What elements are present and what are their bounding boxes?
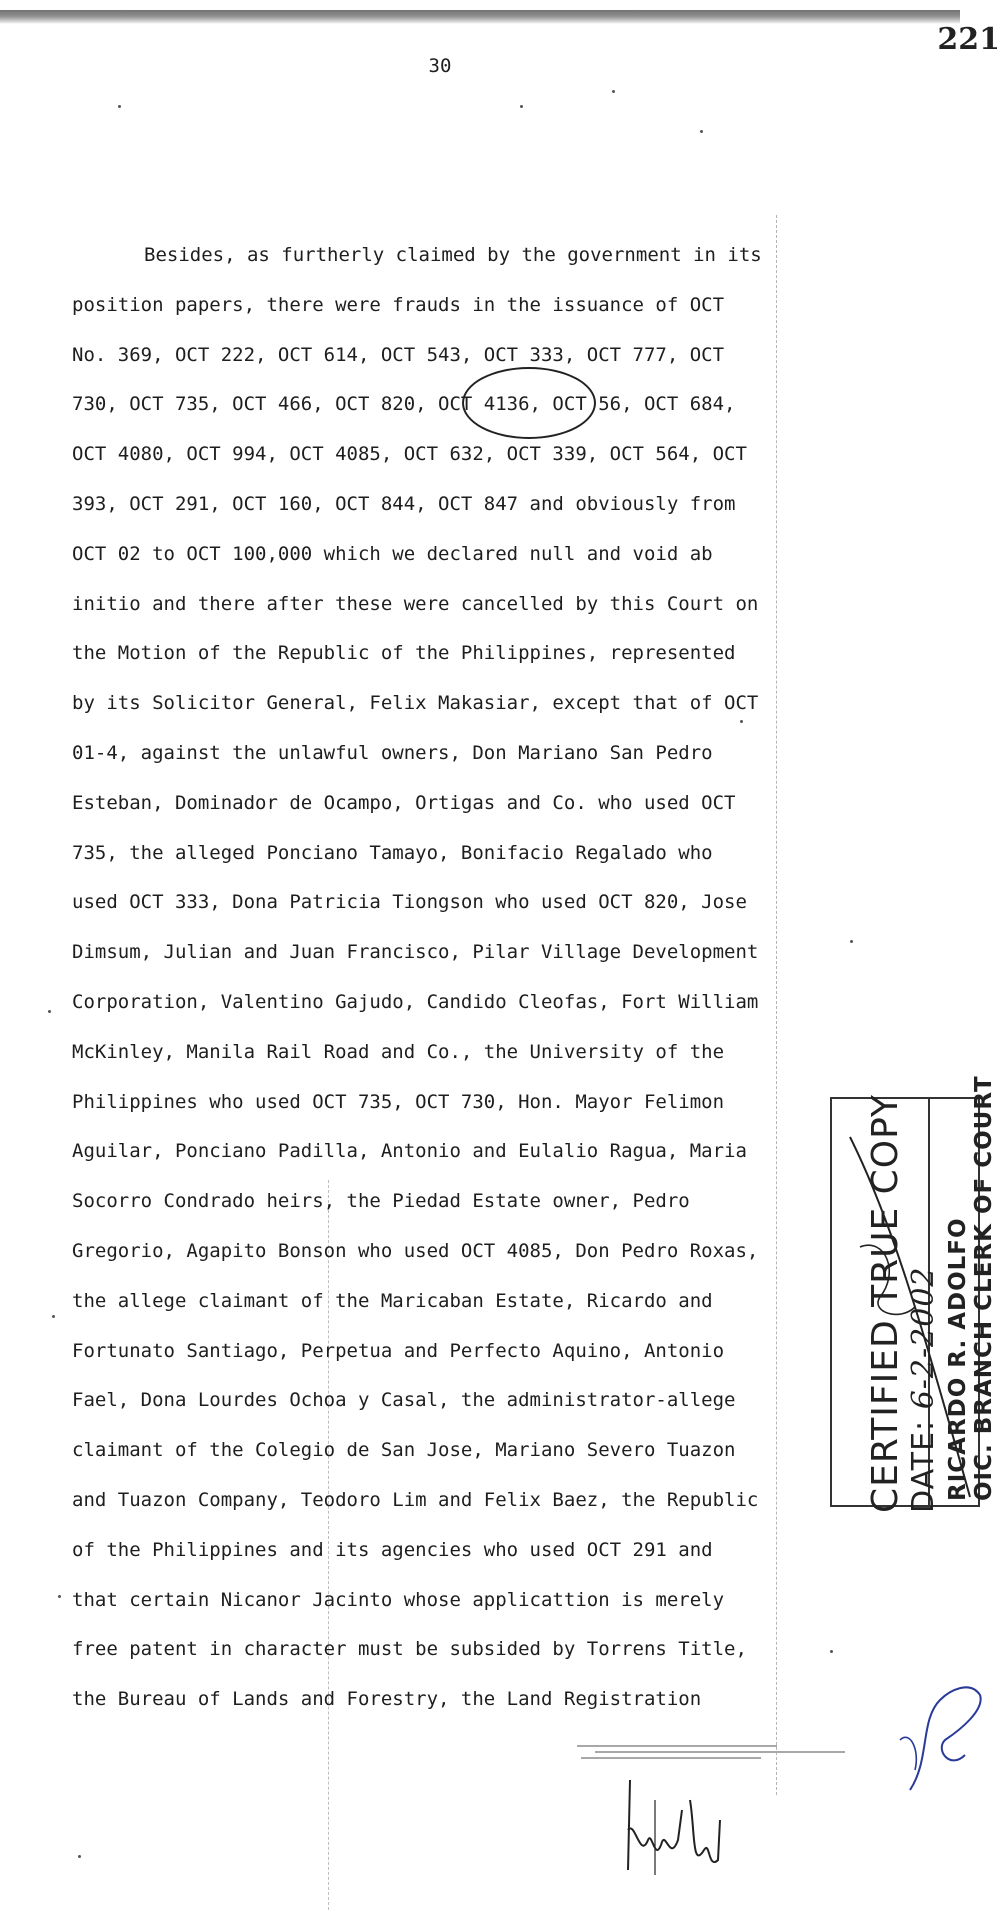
text-line: Fortunato Santiago, Perpetua and Perfecto Aquino, Antonio: [72, 1339, 725, 1362]
text-line: No. 369, OCT 222, OCT 614, OCT 543, OCT 333, OCT 777, OCT: [72, 343, 725, 366]
text-line: 730, OCT 735, OCT 466, OCT 820, OCT 4136, OCT 56, OCT 684,: [72, 393, 736, 416]
faded-stamp-impression: [575, 1735, 845, 1765]
text-line: 01-4, against the unlawful owners, Don Mariano San Pedro: [72, 741, 713, 764]
scan-top-edge: [0, 10, 960, 24]
stamp-date-value: 6-2-2002: [906, 1266, 941, 1410]
stamp-certified-text: CERTIFIED TRUE COPY: [865, 1093, 906, 1513]
folio-number: 221: [937, 22, 1000, 57]
text-line: Gregorio, Agapito Bonson who used OCT 4085, Don Pedro Roxas,: [72, 1239, 759, 1262]
body-paragraph: [72, 231, 832, 1725]
text-line: Aguilar, Ponciano Padilla, Antonio and Eulalio Ragua, Maria: [72, 1140, 747, 1163]
stamp-officer-title: OIC. BRANCH CLERK OF COURT: [971, 1075, 997, 1501]
text-line: initio and there after these were cancelled by this Court on: [72, 592, 759, 615]
text-line: the allege claimant of the Maricaban Estate, Ricardo and: [72, 1289, 713, 1312]
text-line: Philippines who used OCT 735, OCT 730, Hon. Mayor Felimon: [72, 1090, 725, 1113]
text-line: 393, OCT 291, OCT 160, OCT 844, OCT 847 and obviously from: [72, 492, 736, 515]
text-line: the Motion of the Republic of the Philippines, represented: [72, 642, 736, 665]
text-line: by its Solicitor General, Felix Makasiar, except that of OCT: [72, 692, 759, 715]
initials-mark-icon: [890, 1660, 990, 1810]
text-line: used OCT 333, Dona Patricia Tiongson who used OCT 820, Jose: [72, 891, 747, 914]
text-line: Dimsum, Julian and Juan Francisco, Pilar Village Development: [72, 941, 759, 964]
page-number: 30: [428, 55, 452, 77]
stamp-officer-name: RICARDO R. ADOLFO: [945, 1217, 971, 1501]
handwritten-signature-icon: [600, 1770, 740, 1880]
stamp-signature-stroke: [830, 1097, 980, 1507]
text-line: Esteban, Dominador de Ocampo, Ortigas and Co. who used OCT: [72, 791, 736, 814]
text-line: OCT 4080, OCT 994, OCT 4085, OCT 632, OCT 339, OCT 564, OCT: [72, 443, 747, 466]
text-line: and Tuazon Company, Teodoro Lim and Felix Baez, the Republic: [72, 1488, 759, 1511]
stamp-date-label: DATE:: [906, 1419, 941, 1513]
text-line: claimant of the Colegio de San Jose, Mariano Severo Tuazon: [72, 1439, 736, 1462]
text-line: Besides, as furtherly claimed by the government in its: [144, 244, 762, 266]
handwritten-circle-mark: [462, 367, 596, 439]
text-line: of the Philippines and its agencies who used OCT 291 and: [72, 1538, 713, 1561]
text-line: that certain Nicanor Jacinto whose applicattion is merely: [72, 1588, 725, 1611]
certified-true-copy-stamp: [830, 1075, 997, 1513]
text-line: Fael, Dona Lourdes Ochoa y Casal, the administrator-allege: [72, 1389, 736, 1412]
text-line: position papers, there were frauds in the issuance of OCT: [72, 293, 725, 316]
text-line: Socorro Condrado heirs, the Piedad Estate owner, Pedro: [72, 1190, 690, 1213]
text-line: OCT 02 to OCT 100,000 which we declared null and void ab: [72, 542, 713, 565]
text-line: free patent in character must be subsided by Torrens Title,: [72, 1638, 747, 1661]
text-line: Corporation, Valentino Gajudo, Candido Cleofas, Fort William: [72, 990, 759, 1013]
text-line: the Bureau of Lands and Forestry, the Land Registration: [72, 1688, 702, 1711]
text-line: McKinley, Manila Rail Road and Co., the University of the: [72, 1040, 725, 1063]
text-line: 735, the alleged Ponciano Tamayo, Bonifacio Regalado who: [72, 841, 713, 864]
